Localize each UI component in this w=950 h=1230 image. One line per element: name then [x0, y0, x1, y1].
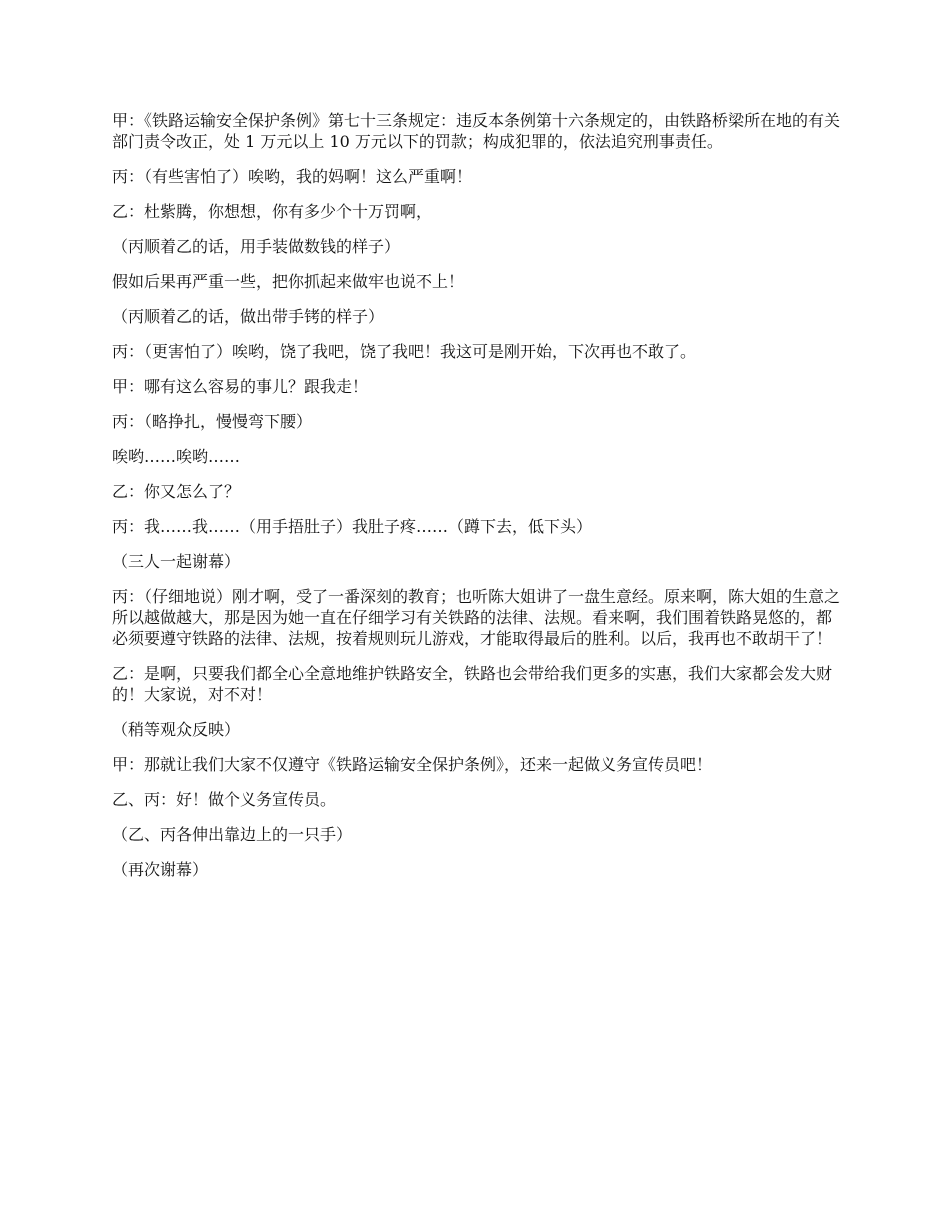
paragraph: 乙：杜紫腾，你想想，你有多少个十万罚啊， [112, 202, 433, 221]
paragraph: 甲：《铁路运输安全保护条例》第七十三条规定：违反本条例第十六条规定的，由铁路桥梁所在地的有关部门责令改正，处 1 万元以上 10 万元以下的罚款；构成犯罪的，依法追究刑事责任。 [112, 111, 841, 151]
paragraph: 乙、丙：好！做个义务宣传员。 [112, 790, 337, 809]
paragraph: 乙：是啊，只要我们都全心全意地维护铁路安全，铁路也会带给我们更多的实惠，我们大家都会发大财的！大家说，对不对！ [112, 664, 833, 704]
paragraph: 丙：（更害怕了）唉哟，饶了我吧，饶了我吧！我这可是刚开始，下次再也不敢了。 [112, 342, 697, 361]
paragraph: 甲：那就让我们大家不仅遵守《铁路运输安全保护条例》，还来一起做义务宣传员吧！ [112, 755, 713, 774]
paragraph: 假如后果再严重一些，把你抓起来做牢也说不上！ [112, 272, 465, 291]
paragraph: （稍等观众反映） [112, 720, 241, 739]
document-page [112, 110, 840, 894]
paragraph: 丙：（有些害怕了）唉哟，我的妈啊！这么严重啊！ [112, 167, 473, 186]
paragraph: 唉哟……唉哟…… [112, 447, 241, 466]
paragraph: （丙顺着乙的话，做出带手铐的样子） [112, 307, 385, 326]
paragraph: （再次谢幕） [112, 860, 209, 879]
paragraph: （乙、丙各伸出靠边上的一只手） [112, 825, 353, 844]
paragraph: 甲：哪有这么容易的事儿？跟我走！ [112, 377, 369, 396]
paragraph: （三人一起谢幕） [112, 552, 241, 571]
paragraph: 丙：我……我……（用手捂肚子）我肚子疼……（蹲下去，低下头） [112, 517, 593, 536]
paragraph: 丙：（仔细地说）刚才啊，受了一番深刻的教育；也听陈大姐讲了一盘生意经。原来啊，陈大姐的生意之所以越做越大，那是因为她一直在仔细学习有关铁路的法律、法规。看来啊，我们围着铁路晃悠的，都必须要遵守铁路的法律、法规，按着规则玩儿游戏，才能取得最后的胜利。以后，我再也不敢胡干了！ [112, 587, 841, 648]
paragraph: （丙顺着乙的话，用手装做数钱的样子） [112, 237, 401, 256]
paragraph: 乙：你又怎么了？ [112, 482, 241, 501]
paragraph: 丙：（略挣扎，慢慢弯下腰） [112, 412, 313, 431]
